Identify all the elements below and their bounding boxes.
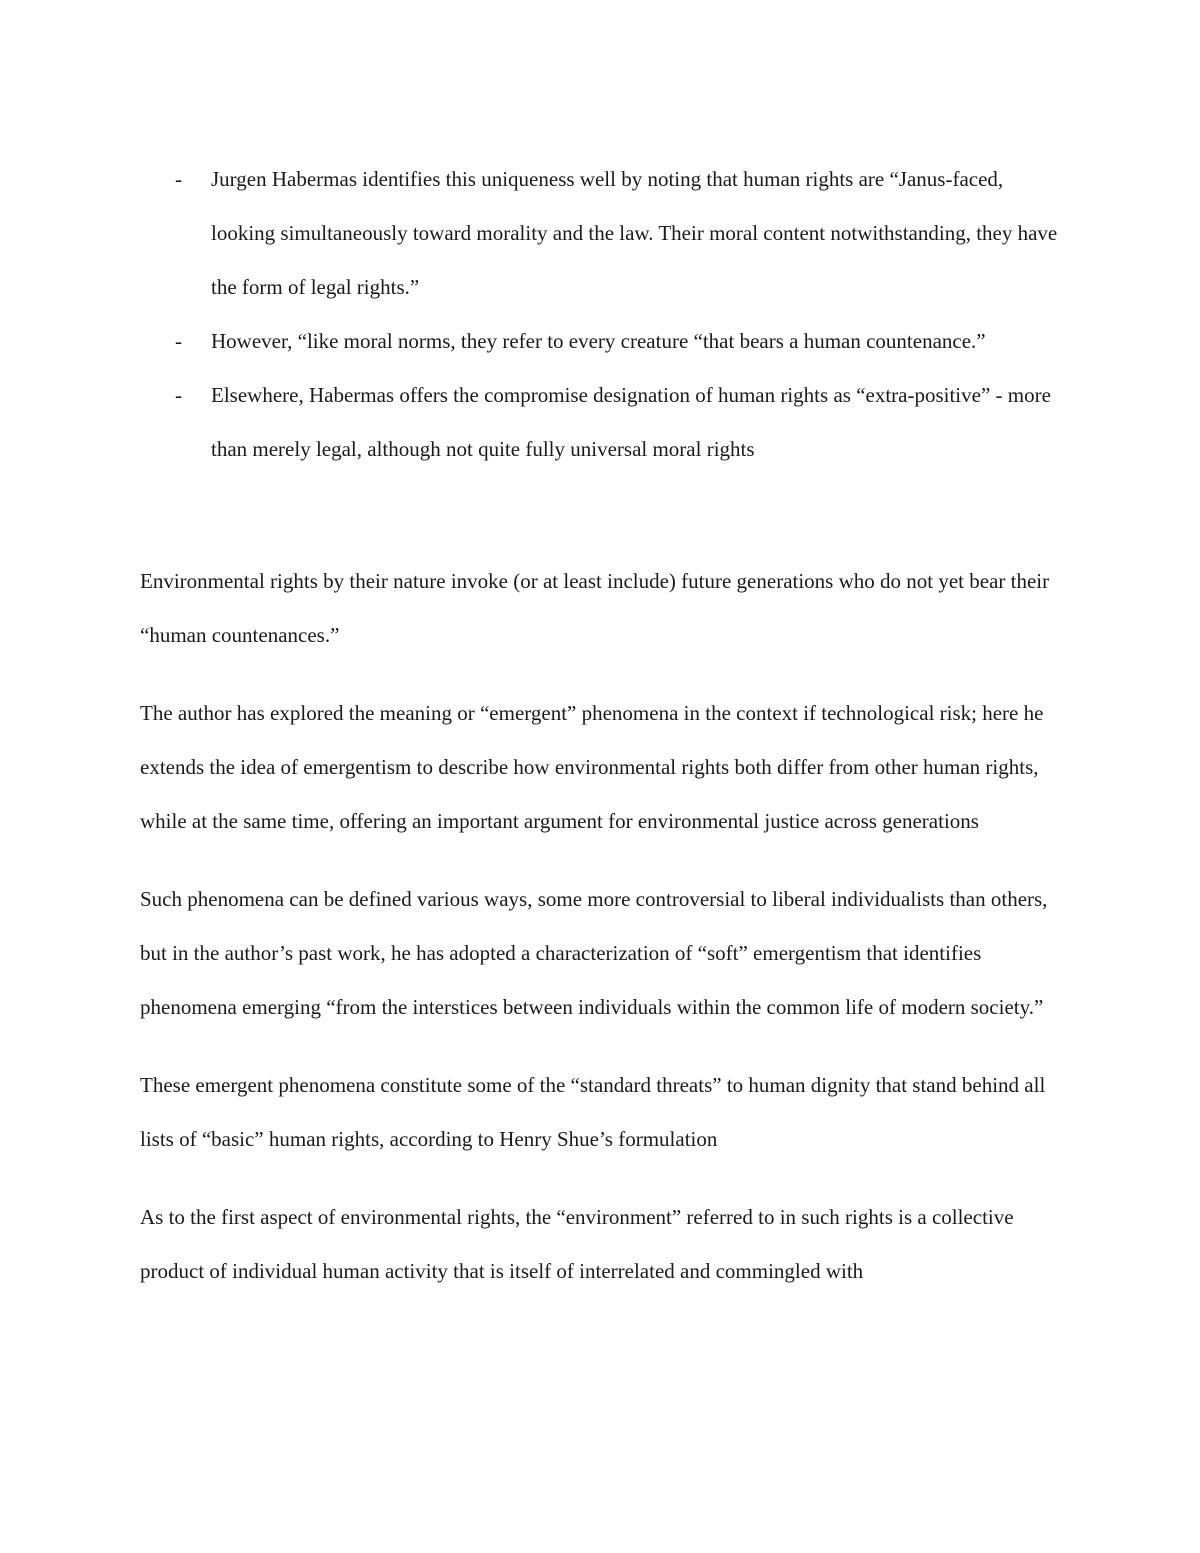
paragraph: Environmental rights by their nature invoke (or at least include) future generations who do not yet bear their “human countenances.” — [140, 569, 1050, 647]
bullet-text: However, “like moral norms, they refer to every creature “that bears a human countenance.” — [211, 329, 986, 353]
bullet-list — [140, 152, 1060, 476]
bullet-item — [140, 314, 1060, 368]
paragraph: As to the first aspect of environmental rights, the “environment” referred to in such rights is a collective product of individual human activity that is itself of interrelated and commingled with — [140, 1205, 1014, 1283]
bullet-dash: - — [175, 167, 182, 191]
paragraph: Such phenomena can be defined various ways, some more controversial to liberal individualists than others, but in the author’s past work, he has adopted a characterization of “soft” emergentism that identifies phenomena emerging “from the interstices between individuals within the common life of modern society.” — [140, 887, 1048, 1019]
bullet-dash: - — [175, 383, 182, 407]
paragraph: The author has explored the meaning or “emergent” phenomena in the context if technological risk; here he extends the idea of emergentism to describe how environmental rights both differ from other human rights, while at the same time, offering an important argument for environmental justice across generations — [140, 701, 1044, 833]
bullet-item — [140, 368, 1060, 476]
bullet-text: Elsewhere, Habermas offers the compromise designation of human rights as “extra-positive” - more than merely legal, although not quite fully universal moral rights — [211, 383, 1051, 461]
bullet-dash: - — [175, 329, 182, 353]
paragraph: These emergent phenomena constitute some of the “standard threats” to human dignity that stand behind all lists of “basic” human rights, according to Henry Shue’s formulation — [140, 1073, 1046, 1151]
bullet-item — [140, 152, 1060, 314]
body-text — [140, 554, 1065, 1322]
bullet-text: Jurgen Habermas identifies this uniqueness well by noting that human rights are “Janus-faced, looking simultaneously toward morality and the law. Their moral content notwithstanding, they have the form of legal rights.” — [211, 167, 1058, 299]
